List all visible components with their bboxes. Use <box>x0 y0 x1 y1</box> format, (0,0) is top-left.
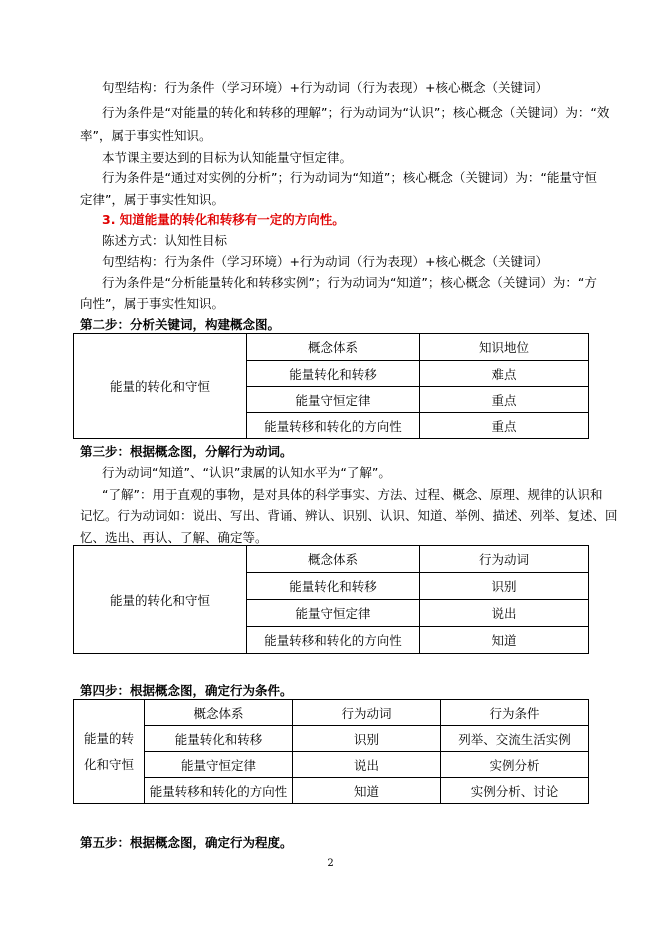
text-line: 行为条件是“分析能量转化和转移实例”；行为动词为“知道”；核心概念（关键词）为：“方 <box>102 275 597 290</box>
table-cell: 实例分析、讨论 <box>441 778 589 804</box>
text-line: 忆、选出、再认、了解、确定等。 <box>80 530 268 545</box>
table-cell: 重点 <box>420 413 589 439</box>
table-header: 行为条件 <box>441 700 589 726</box>
table-cell: 能量转移和转化的方向性 <box>247 627 420 654</box>
table-cell: 能量守恒定律 <box>247 600 420 627</box>
text-line: 向性”，属于事实性知识。 <box>80 296 224 311</box>
table-cell: 能量转化和转移 <box>145 726 293 752</box>
table-cell: 识别 <box>293 726 441 752</box>
table-cell: 知道 <box>420 627 589 654</box>
table-cell: 能量守恒定律 <box>145 752 293 778</box>
concept-table-2 <box>73 545 589 654</box>
text-line: 本节课主要达到的目标为认知能量守恒定律。 <box>102 150 353 165</box>
text-line: 行为条件是“通过对实例的分析”；行为动词为“知道”；核心概念（关键词）为：“能量守恒 <box>102 170 597 185</box>
table-header: 概念体系 <box>145 700 293 726</box>
table-main-concept-line: 能量的转 <box>83 730 134 746</box>
table-cell: 实例分析 <box>441 752 589 778</box>
page-number: 2 <box>327 858 334 869</box>
table-cell: 重点 <box>420 387 589 413</box>
table-header: 知识地位 <box>420 334 589 361</box>
table-cell: 识别 <box>420 573 589 600</box>
step-heading: 第二步：分析关键词，构建概念图。 <box>80 317 281 332</box>
concept-table-1 <box>73 333 589 439</box>
table-main-concept <box>74 700 145 804</box>
table-main-concept-line: 化和守恒 <box>83 756 134 772</box>
text-line: 句型结构：行为条件（学习环境）+行为动词（行为表现）+核心概念（关键词） <box>102 80 548 95</box>
section-heading: 3. 知道能量的转化和转移有一定的方向性。 <box>102 212 345 227</box>
text-line: 陈述方式：认知性目标 <box>102 233 228 248</box>
text-line: 记忆。行为动词如：说出、写出、背诵、辨认、识别、认识、知道、举例、描述、列举、复述、回 <box>80 508 618 523</box>
table-cell: 说出 <box>420 600 589 627</box>
table-cell: 说出 <box>293 752 441 778</box>
table-cell: 难点 <box>420 361 589 387</box>
step-heading: 第五步：根据概念图，确定行为程度。 <box>80 835 293 850</box>
table-header: 行为动词 <box>293 700 441 726</box>
table-cell: 能量转化和转移 <box>247 361 420 387</box>
table-header: 概念体系 <box>247 334 420 361</box>
concept-table-3 <box>73 699 589 804</box>
table-header: 行为动词 <box>420 546 589 573</box>
table-cell: 能量转移和转化的方向性 <box>145 778 293 804</box>
table-main-concept: 能量的转化和守恒 <box>74 546 247 654</box>
table-header: 概念体系 <box>247 546 420 573</box>
table-cell: 列举、交流生活实例 <box>441 726 589 752</box>
table-cell: 能量转化和转移 <box>247 573 420 600</box>
text-line: 句型结构：行为条件（学习环境）+行为动词（行为表现）+核心概念（关键词） <box>102 254 548 269</box>
text-line: “了解”：用于直观的事物，是对具体的科学事实、方法、过程、概念、原理、规律的认识和 <box>102 487 603 502</box>
step-heading: 第四步：根据概念图，确定行为条件。 <box>80 683 293 698</box>
step-heading: 第三步：根据概念图，分解行为动词。 <box>80 444 293 459</box>
table-cell: 能量转移和转化的方向性 <box>247 413 420 439</box>
text-line: 率”，属于事实性知识。 <box>80 128 212 143</box>
table-cell: 知道 <box>293 778 441 804</box>
text-line: 行为条件是“对能量的转化和转移的理解”；行为动词为“认识”；核心概念（关键词）为：“效 <box>102 105 610 120</box>
text-line: 定律”，属于事实性知识。 <box>80 192 224 207</box>
table-main-concept: 能量的转化和守恒 <box>74 334 247 439</box>
table-cell: 能量守恒定律 <box>247 387 420 413</box>
text-line: 行为动词“知道”、“认识”隶属的认知水平为“了解”。 <box>102 465 391 480</box>
